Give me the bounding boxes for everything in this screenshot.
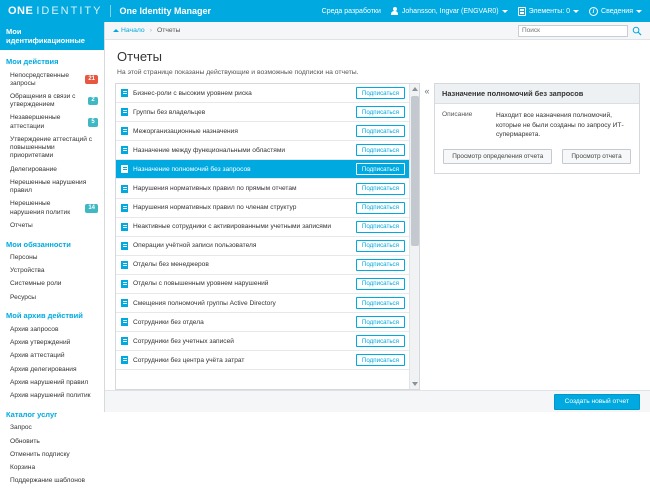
sidebar-item-delegation[interactable] [0, 163, 104, 176]
subscribe-button[interactable]: Подписаться [356, 259, 405, 271]
environment-text: Среда разработки [321, 7, 381, 15]
breadcrumb-separator: › [149, 27, 152, 34]
table-row[interactable] [116, 351, 409, 370]
report-name: Неактивные сотрудники с активированными учетными записями [133, 223, 332, 231]
create-new-report-button[interactable]: Создать новый отчет [554, 394, 640, 410]
sidebar-item-system-roles[interactable] [0, 278, 104, 291]
chevron-down-icon [412, 382, 418, 386]
table-row[interactable] [116, 294, 409, 313]
collapse-panel-button[interactable]: « [424, 86, 430, 96]
sidebar-badge: 14 [85, 204, 98, 213]
sidebar-item-cart[interactable] [0, 462, 104, 475]
subscribe-button[interactable]: Подписаться [356, 183, 405, 195]
sidebar-item-archive-approvals[interactable] [0, 337, 104, 350]
report-name: Отделы без менеджеров [133, 261, 209, 269]
sidebar-item-label: Нерешенные нарушения правил [10, 178, 87, 195]
info-label: Сведения [601, 7, 633, 15]
subscribe-button[interactable]: Подписаться [356, 202, 405, 214]
table-row-selected[interactable] [116, 160, 409, 179]
sidebar-group-my-responsibilities: Мои обязанности [6, 239, 71, 249]
sidebar-item-label: Обновить [10, 437, 40, 445]
report-name: Сотрудники без центра учёта затрат [133, 356, 245, 364]
sidebar-item-request[interactable] [0, 422, 104, 435]
info-icon: i [589, 7, 598, 16]
report-icon [121, 204, 128, 212]
report-detail-panel [434, 83, 640, 174]
brand-identity: IDENTITY [36, 5, 103, 17]
sidebar-item-label: Утверждение аттестаций с повышенными приоритетами [10, 135, 93, 160]
report-icon [121, 127, 128, 135]
detail-description-value: Находит все назначения полномочий, которые не были созданы по запросу ИТ-супермаркета. [496, 112, 624, 139]
page-title: Отчеты [117, 49, 162, 64]
sidebar-group-my-archive: Мой архив действий [6, 311, 83, 321]
sidebar-badge: 2 [88, 97, 98, 106]
subscribe-button[interactable]: Подписаться [356, 87, 405, 99]
report-icon [121, 356, 128, 364]
subscribe-button[interactable]: Подписаться [356, 106, 405, 118]
subscribe-button[interactable]: Подписаться [356, 278, 405, 290]
table-row[interactable] [116, 313, 409, 332]
subscribe-button[interactable]: Подписаться [356, 240, 405, 252]
report-icon [121, 223, 128, 231]
sidebar-item-label: Незавершенные аттестации [10, 114, 61, 130]
report-name: Группы без владельцев [133, 108, 206, 116]
report-icon [121, 280, 128, 288]
table-row[interactable] [116, 122, 409, 141]
scrollbar-thumb[interactable] [411, 96, 419, 246]
chevron-down-icon-info [636, 10, 642, 13]
main-area [105, 22, 650, 412]
report-name: Межорганизационные назначения [133, 127, 238, 135]
sidebar-item-archive-requests[interactable] [0, 323, 104, 336]
subscribe-button[interactable]: Подписаться [356, 144, 405, 156]
subscribe-button[interactable]: Подписаться [356, 125, 405, 137]
search-input[interactable] [518, 25, 628, 37]
panes [115, 83, 640, 390]
sidebar-item-label: Поддержание шаблонов [10, 477, 86, 485]
report-name: Смещения полномочий группы Active Directory [133, 299, 276, 307]
sidebar-item-label: Делегирование [10, 165, 57, 173]
subscribe-button[interactable]: Подписаться [356, 297, 405, 309]
sidebar-item-label: Архив аттестаций [10, 352, 65, 360]
sidebar-item-label: Обращения в связи с утверждением [10, 92, 76, 109]
search-icon [632, 26, 642, 36]
detail-actions [435, 143, 639, 166]
breadcrumb-home[interactable] [113, 27, 145, 34]
table-row[interactable] [116, 332, 409, 351]
sidebar-item-label: Ресурсы [10, 293, 36, 301]
report-icon [121, 242, 128, 250]
sidebar-item-label: Устройства [10, 267, 45, 275]
search-area [518, 25, 642, 37]
subscribe-button[interactable]: Подписаться [356, 316, 405, 328]
table-row[interactable] [116, 256, 409, 275]
sidebar-badge: 21 [85, 75, 98, 84]
table-row[interactable] [116, 199, 409, 218]
sidebar-item-archive-rule-violations[interactable] [0, 376, 104, 389]
sidebar-item-pending-attestations[interactable] [0, 112, 104, 133]
sidebar-item-archive-delegations[interactable] [0, 363, 104, 376]
collapse-column [420, 83, 434, 390]
brand-one: ONE [8, 5, 34, 17]
home-icon [113, 29, 119, 32]
table-row[interactable] [116, 218, 409, 237]
report-name: Назначение между функциональными областями [133, 146, 286, 154]
sidebar-item-archive-policy-violations[interactable] [0, 390, 104, 403]
elements-count: Элементы: 0 [528, 7, 571, 15]
breadcrumb [105, 22, 650, 40]
sidebar-item-direct-requests[interactable] [0, 69, 104, 90]
sidebar-item-label: Нерешенные нарушения политик [10, 200, 71, 216]
sidebar-item-label: Архив нарушений политик [10, 392, 91, 400]
page-subtitle: На этой странице показаны действующие и возможные подписки на отчеты. [117, 69, 359, 76]
sidebar [0, 22, 105, 485]
report-list-scroll [116, 84, 409, 389]
chevron-down-icon [502, 10, 508, 13]
sidebar-item-priority-attestations[interactable] [0, 133, 104, 163]
detail-title: Назначение полномочий без запросов [435, 84, 639, 104]
sidebar-item-label: Корзина [10, 464, 36, 472]
sidebar-badge: 5 [88, 118, 98, 127]
subscribe-button[interactable]: Подписаться [356, 221, 405, 233]
report-icon [121, 108, 128, 116]
sidebar-item-label: Отменить подписку [10, 450, 70, 458]
sidebar-item-resources[interactable] [0, 291, 104, 304]
table-row[interactable] [116, 237, 409, 256]
report-list [115, 83, 420, 390]
report-icon [121, 299, 128, 307]
detail-body [435, 104, 639, 143]
report-icon [121, 165, 128, 173]
report-icon [121, 185, 128, 193]
search-button[interactable] [632, 26, 642, 36]
scroll-up-button[interactable] [410, 84, 420, 94]
report-icon [121, 89, 128, 97]
sidebar-item-archive-attestations[interactable] [0, 350, 104, 363]
info-menu[interactable] [589, 7, 642, 16]
sidebar-item-policy-violations[interactable] [0, 198, 104, 219]
table-row[interactable] [116, 84, 409, 103]
sidebar-item-label: Архив делегирования [10, 365, 77, 373]
top-bar [0, 0, 650, 22]
sidebar-group-my-actions: Мои действия [6, 57, 59, 66]
sidebar-item-label: Запрос [10, 424, 32, 432]
top-bar-right [322, 7, 642, 16]
elements-menu[interactable] [518, 7, 579, 16]
sidebar-item-label: Непосредственные запросы [10, 71, 70, 87]
report-name: Нарушения нормативных правил по прямым отчетам [133, 185, 297, 193]
user-name: Johansson, Ingvar (ENGVAR0) [401, 7, 499, 15]
view-report-button[interactable]: Просмотр отчета [562, 149, 630, 164]
user-icon [391, 7, 399, 16]
sidebar-item-templates[interactable] [0, 475, 104, 488]
breadcrumb-home-label: Начало [121, 27, 145, 34]
sidebar-group-service-catalog: Каталог услуг [6, 409, 58, 419]
sidebar-item-label: Архив запросов [10, 325, 59, 333]
sidebar-item-unsubscribe[interactable] [0, 448, 104, 461]
sidebar-item-renew[interactable] [0, 435, 104, 448]
report-icon [121, 318, 128, 326]
table-row[interactable] [116, 141, 409, 160]
app-body [0, 22, 650, 485]
sidebar-item-persons[interactable] [0, 252, 104, 265]
report-icon [121, 146, 128, 154]
report-name: Назначение полномочий без запросов [133, 165, 251, 173]
footer-bar [105, 390, 650, 412]
detail-description-label: Описание [442, 111, 473, 118]
view-report-definition-button[interactable]: Просмотр определения отчета [443, 149, 552, 164]
brand-divider [110, 5, 111, 17]
sidebar-item-label: Системные роли [10, 280, 62, 288]
page-content [105, 40, 650, 390]
sidebar-title: Мои идентификационные [0, 22, 104, 50]
environment-label [322, 8, 381, 15]
cart-icon [518, 7, 526, 16]
table-row[interactable] [116, 103, 409, 122]
table-row[interactable] [116, 275, 409, 294]
table-row[interactable] [116, 179, 409, 198]
list-scrollbar[interactable] [409, 84, 419, 389]
sidebar-item-devices[interactable] [0, 265, 104, 278]
report-name: Сотрудники без учетных записей [133, 337, 234, 345]
chevron-up-icon [412, 87, 418, 91]
subscribe-button[interactable]: Подписаться [356, 163, 405, 175]
report-name: Операции учётной записи пользователя [133, 242, 257, 250]
report-name: Нарушения нормативных правил по членам структур [133, 204, 297, 212]
chevron-down-icon-elements [573, 10, 579, 13]
report-icon [121, 337, 128, 345]
sidebar-item-approval-requests[interactable] [0, 90, 104, 111]
user-menu[interactable] [391, 7, 508, 16]
report-name: Бизнес-роли с высоким уровнем риска [133, 89, 252, 97]
sidebar-item-reports[interactable] [0, 219, 104, 232]
report-name: Отделы с повышенным уровнем нарушений [133, 280, 269, 288]
report-icon [121, 261, 128, 269]
sidebar-item-label: Персоны [10, 254, 38, 262]
report-name: Сотрудники без отдела [133, 318, 204, 326]
scroll-down-button[interactable] [410, 379, 420, 389]
product-title: One Identity Manager [119, 6, 211, 16]
sidebar-item-rule-violations[interactable] [0, 176, 104, 197]
subscribe-button[interactable]: Подписаться [356, 335, 405, 347]
sidebar-item-label: Архив нарушений правил [10, 378, 89, 386]
subscribe-button[interactable]: Подписаться [356, 354, 405, 366]
breadcrumb-current: Отчеты [156, 27, 181, 34]
sidebar-item-label: Архив утверждений [10, 339, 71, 347]
sidebar-item-label: Отчеты [10, 221, 33, 229]
